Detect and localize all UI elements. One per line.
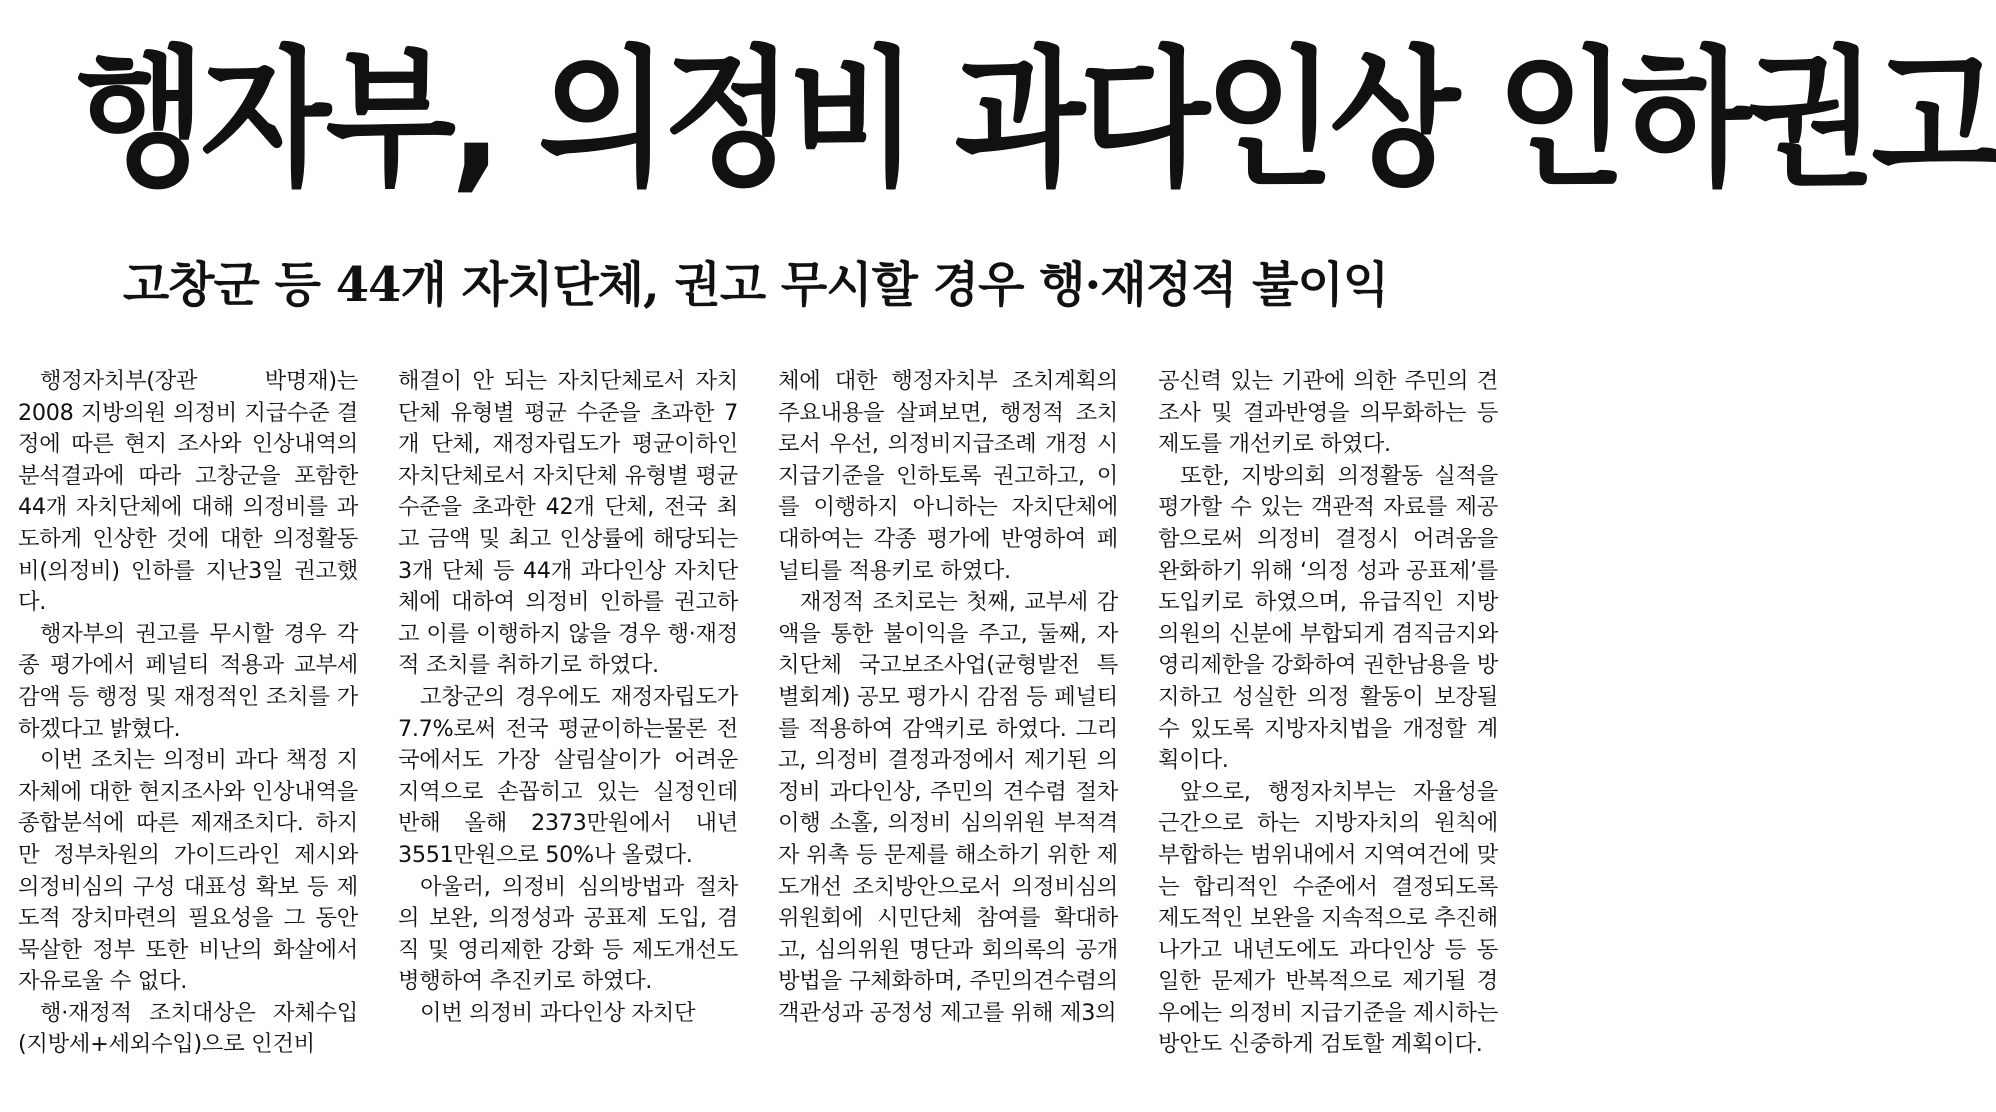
paragraph: 공신력 있는 기관에 의한 주민의 견조사 및 결과반영을 의무화하는 등 제도를 개선키로 하였다.	[1158, 368, 1498, 458]
subheadline: 고창군 등 44개 자치단체, 권고 무시할 경우 행·재정적 불이익	[122, 257, 1389, 313]
paragraph: 재정적 조치로는 첫째, 교부세 감액을 통한 불이익을 주고, 둘째, 자치단체 국고보조사업(균형발전 특별회계) 공모 평가시 감점 등 페널티를 적용하여 감액키로 하였다. 그리고, 의정비 결정과정에서 제기된 의정비 과다인상, 주민의 견수렴 절차이행 소홀, 의정비 심의위원 부적격자 위촉 등 문제를 해소하기 위한 제도개선 조치방안으로서 의정비심의위원회에 시민단체 참여를 확대하고, 심의위원 명단과 회의록의 공개방법을 구체화하며, 주민의견수렴의 객관성과 공정성 제고를 위해 제3의	[778, 589, 1118, 1026]
paragraph: 아울러, 의정비 심의방법과 절차의 보완, 의정성과 공표제 도입, 겸직 및 영리제한 강화 등 제도개선도 병행하여 추진키로 하였다.	[398, 873, 738, 995]
article-body	[18, 366, 1498, 1108]
paragraph: 해결이 안 되는 자치단체로서 자치단체 유형별 평균 수준을 초과한 7개 단체, 재정자립도가 평균이하인 자치단체로서 자치단체 유형별 평균수준을 초과한 42개 단체, 전국 최고 금액 및 최고 인상률에 해당되는 3개 단체 등 44개 과다인상 자치단체에 대하여 의정비 인하를 권고하고 이를 이행하지 않을 경우 행·재정적 조치를 취하기로 하였다.	[398, 368, 738, 679]
column-2	[398, 366, 738, 1108]
paragraph: 앞으로, 행정자치부는 자율성을 근간으로 하는 지방자치의 원칙에 부합하는 범위내에서 지역여건에 맞는 합리적인 수준에서 결정되도록 제도적인 보완을 지속적으로 추진해 나가고 내년도에도 과다인상 등 동일한 문제가 반복적으로 제기될 경우에는 의정비 지급기준을 제시하는 방안도 신중하게 검토할 계획이다.	[1158, 778, 1498, 1058]
paragraph: 이번 조치는 의정비 과다 책정 지자체에 대한 현지조사와 인상내역을 종합분석에 따른 제재조치다. 하지만 정부차원의 가이드라인 제시와 의정비심의 구성 대표성 확보 등 제도적 장치마련의 필요성을 그 동안 묵살한 정부 또한 비난의 화살에서 자유로울 수 없다.	[18, 747, 358, 995]
column-4	[1158, 366, 1498, 1108]
headline: 행자부, 의정비 과다인상 인하권고	[75, 33, 1996, 207]
column-1	[18, 366, 358, 1108]
paragraph: 행·재정적 조치대상은 자체수입(지방세+세외수입)으로 인건비	[18, 999, 358, 1058]
column-3	[778, 366, 1118, 1108]
paragraph: 행자부의 권고를 무시할 경우 각종 평가에서 페널티 적용과 교부세 감액 등 행정 및 재정적인 조치를 가하겠다고 밝혔다.	[18, 620, 358, 742]
paragraph: 행정자치부(장관 박명재)는 2008 지방의원 의정비 지급수준 결정에 따른 현지 조사와 인상내역의 분석결과에 따라 고창군을 포함한 44개 자치단체에 대해 의정비를 과도하게 인상한 것에 대한 의정활동비(의정비) 인하를 지난3일 권고했다.	[18, 368, 358, 616]
paragraph: 고창군의 경우에도 재정자립도가 7.7%로써 전국 평균이하는물론 전국에서도 가장 살림살이가 어려운 지역으로 손꼽히고 있는 실정인데 반해 올해 2373만원에서 내년 3551만원으로 50%나 올렸다.	[398, 683, 738, 868]
paragraph: 체에 대한 행정자치부 조치계획의 주요내용을 살펴보면, 행정적 조치로서 우선, 의정비지급조례 개정 시 지급기준을 인하토록 권고하고, 이를 이행하지 아니하는 자치단체에 대하여는 각종 평가에 반영하여 페널티를 적용키로 하였다.	[778, 368, 1118, 584]
paragraph: 이번 의정비 과다인상 자치단	[420, 999, 696, 1026]
paragraph: 또한, 지방의회 의정활동 실적을 평가할 수 있는 객관적 자료를 제공함으로써 의정비 결정시 어려움을 완화하기 위해 ‘의정 성과 공표제’를 도입키로 하였으며, 유급직인 지방의원의 신분에 부합되게 겸직금지와 영리제한을 강화하여 권한남용을 방지하고 성실한 의정 활동이 보장될 수 있도록 지방자치법을 개정할 계획이다.	[1158, 462, 1498, 774]
